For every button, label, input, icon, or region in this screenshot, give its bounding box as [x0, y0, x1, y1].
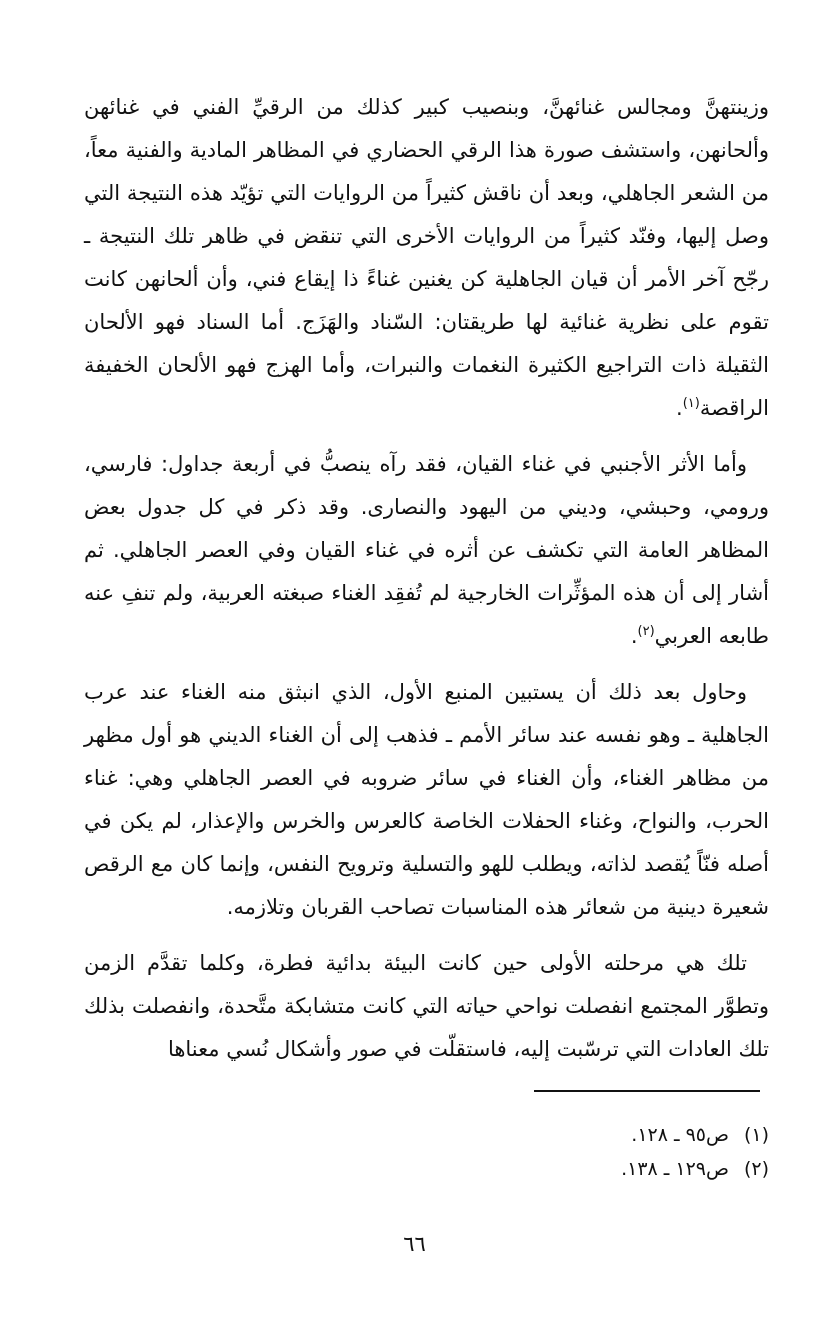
footnote-2	[469, 1152, 769, 1186]
footnote-separator	[534, 1090, 760, 1092]
footnote-ref-1: (١)	[682, 396, 700, 411]
paragraph-text: وأما الأثر الأجنبي في غناء القيان، فقد رآه ينصبُّ في أربعة جداول: فارسي، ورومي، وحبشي، وديني من اليهود والنصارى. وقد ذكر في كل جدول بعض المظاهر العامة التي تكشف عن أثره في غناء القيان وفي العصر الجاهلي. ثم أشار إلى أن هذه المؤثِّرات الخارجية لم تُفقِد الغناء صبغته العربية، ولم تنفِ عنه طابعه العربي	[84, 452, 769, 648]
paragraph-text: وحاول بعد ذلك أن يستبين المنبع الأول، الذي انبثق منه الغناء عند عرب الجاهلية ـ وهو نفسه عند سائر الأمم ـ فذهب إلى أن الغناء الديني هو أول مظهر من مظاهر الغناء، وأن الغناء في سائر ضروبه في العصر الجاهلي وهي: غناء الحرب، والنواح، وغناء الحفلات الخاصة كالعرس والخرس والإعذار، لم يكن في أصله فنّاً يُقصد لذاته، ويطلب للهو والتسلية وترويح النفس، وإنما كان مع الرقص شعيرة دينية من شعائر هذه المناسبات تصاحب القربان وتلازمه.	[84, 680, 769, 919]
footnote-number: (٢)	[743, 1158, 769, 1180]
body-text	[84, 86, 769, 1071]
paragraph-2	[84, 443, 769, 658]
footnotes	[469, 1118, 769, 1186]
paragraph-text: وزينتهنَّ ومجالس غنائهنَّ، وبنصيب كبير كذلك من الرقيِّ الفني في غنائهن وألحانهن، واستشف صورة هذا الرقي الحضاري في المظاهر المادية والفنية معاً، من الشعر الجاهلي، وبعد أن ناقش كثيراً من الروايات التي تؤيّد هذه النتيجة التي وصل إليها، وفنّد كثيراً من الروايات الأخرى التي تنقض في ظاهر تلك النتيجة ـ رجّح آخر الأمر أن قيان الجاهلية كن يغنين غناءً ذا إيقاع فني، وأن ألحانهن كانت تقوم على نظرية غنائية لها طريقتان: السّناد والهَزَج. أما السناد فهو الألحان الثقيلة ذات التراجيع الكثيرة النغمات والنبرات، وأما الهزج فهو الألحان الخفيفة الراقصة	[84, 95, 769, 420]
footnote-text: ص١٢٩ ـ ١٣٨.	[621, 1158, 729, 1180]
paragraph-end: .	[676, 396, 683, 420]
footnote-text: ص٩٥ ـ ١٢٨.	[631, 1124, 729, 1146]
paragraph-3	[84, 671, 769, 929]
footnote-1	[469, 1118, 769, 1152]
footnote-number: (١)	[743, 1124, 769, 1146]
paragraph-4	[84, 942, 769, 1071]
paragraph-text: تلك هي مرحلته الأولى حين كانت البيئة بدائية فطرة، وكلما تقدَّم الزمن وتطوَّر المجتمع انفصلت نواحي حياته التي كانت متشابكة متَّحدة، وانفصلت بذلك تلك العادات التي ترسّبت إليه، فاستقلّت في صور وأشكال نُسي معناها	[84, 951, 769, 1061]
paragraph-end: .	[630, 624, 638, 648]
footnote-ref-2: (٢)	[637, 624, 655, 639]
page-number: ٦٦	[403, 1232, 426, 1256]
paragraph-1	[84, 86, 769, 430]
